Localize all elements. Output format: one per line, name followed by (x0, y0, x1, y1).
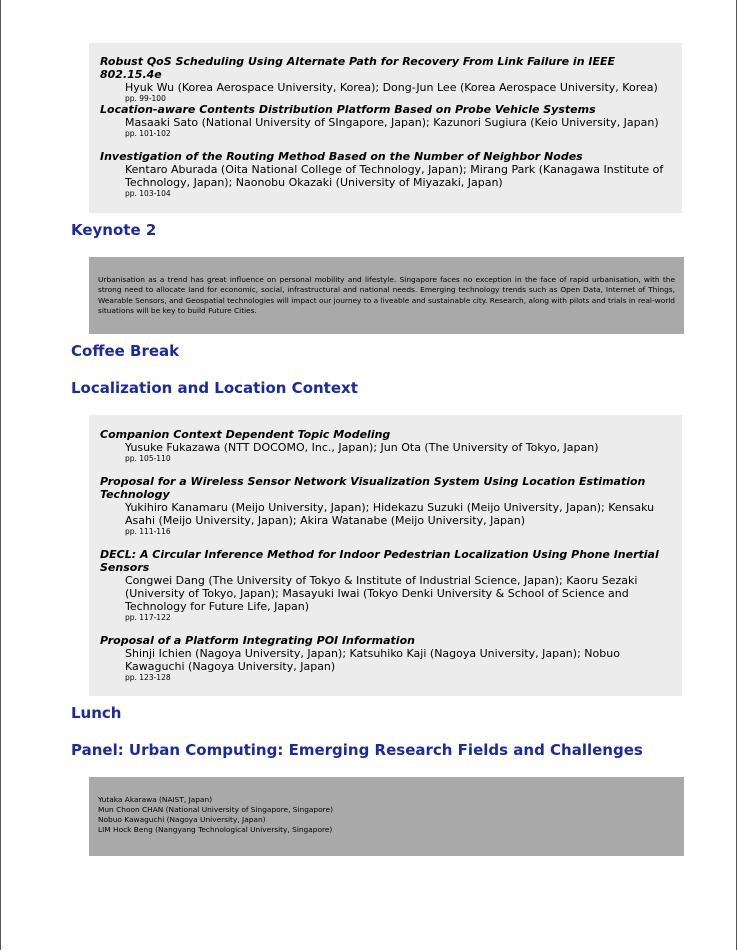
paper-title[interactable]: Investigation of the Routing Method Based on the Number of Neighbor Nodes (100, 150, 583, 163)
paper-title[interactable]: Proposal of a Platform Integrating POI Information (100, 634, 415, 647)
paper-title[interactable]: Robust QoS Scheduling Using Alternate Path for Recovery From Link Failure in IEEE 802.15.4e (100, 55, 615, 81)
panel-member: Yutaka Akarawa (NAIST, Japan) (98, 795, 213, 804)
session-heading: Localization and Location Context (71, 379, 358, 397)
paper-entry (100, 55, 674, 104)
paper-title[interactable]: DECL: A Circular Inference Method for Indoor Pedestrian Localization Using Phone Inertial Sensors (100, 548, 659, 574)
paper-authors: Hyuk Wu (Korea Aerospace University, Korea); Dong-Jun Lee (Korea Aerospace University, Korea) (125, 81, 658, 94)
lunch-heading: Lunch (71, 704, 122, 722)
paper-pages: pp. 105-110 (125, 454, 171, 463)
paper-entry (100, 634, 674, 683)
paper-authors: Yukihiro Kanamaru (Meijo University, Japan); Hidekazu Suzuki (Meijo University, Japan); Kensaku Asahi (Meijo University, Japan); Akira Watanabe (Meijo University, Japan) (125, 501, 655, 527)
keynote-abstract: Urbanisation as a trend has great influence on personal mobility and lifestyle. Singapore faces no exception in the face of rapid urbanisation, with the strong need to allocate land for economic, social, infrastructural and national needs. Emerging technology trends such as Open Data, Internet of Things, Wearable Sensors, and Geospatial technologies will impact our journey to a liveable and sustainable city. Research, along with pilots and trials in real-world situations will be key to build Future Cities. (98, 275, 675, 315)
paper-pages: pp. 101-102 (125, 129, 171, 138)
paper-entry (100, 103, 674, 139)
panel-member: Nobuo Kawaguchi (Nagoya University, Japan) (98, 815, 266, 824)
session-papers-box (89, 415, 682, 696)
panel-heading: Panel: Urban Computing: Emerging Research Fields and Challenges (71, 741, 643, 759)
paper-entry (100, 548, 674, 623)
paper-authors: Kentaro Aburada (Oita National College of Technology, Japan); Mirang Park (Kanagawa Institute of Technology, Japan); Naonobu Okazaki (University of Miyazaki, Japan) (125, 163, 664, 189)
coffee-break-heading: Coffee Break (71, 342, 180, 360)
paper-title[interactable]: Companion Context Dependent Topic Modeling (100, 428, 391, 441)
paper-pages: pp. 103-104 (125, 189, 171, 198)
paper-authors: Shinji Ichien (Nagoya University, Japan); Katsuhiko Kaji (Nagoya University, Japan); Nobuo Kawaguchi (Nagoya University, Japan) (125, 647, 620, 673)
panel-member: Mun Choon CHAN (National University of Singapore, Singapore) (98, 805, 333, 814)
paper-pages: pp. 117-122 (125, 613, 171, 622)
paper-entry (100, 150, 674, 199)
panel-members-box (89, 777, 684, 856)
paper-authors: Congwei Dang (The University of Tokyo & Institute of Industrial Science, Japan); Kaoru Sezaki (University of Tokyo, Japan); Masayuki Iwai (Tokyo Denki University & School of Science and Technology for Future Life, Japan) (125, 574, 638, 613)
paper-entry (100, 428, 674, 464)
paper-title[interactable]: Location-aware Contents Distribution Platform Based on Probe Vehicle Systems (100, 103, 596, 116)
panel-members-list (98, 795, 675, 835)
panel-member: LIM Hock Beng (Nangyang Technological University, Singapore) (98, 825, 333, 834)
session-papers-box (89, 43, 682, 213)
paper-authors: Masaaki Sato (National University of SIngapore, Japan); Kazunori Sugiura (Keio University, Japan) (125, 116, 659, 129)
paper-entry (100, 475, 674, 537)
paper-pages: pp. 111-116 (125, 527, 171, 536)
paper-authors: Yusuke Fukazawa (NTT DOCOMO, Inc., Japan); Jun Ota (The University of Tokyo, Japan) (125, 441, 599, 454)
paper-pages: pp. 123-128 (125, 673, 171, 682)
keynote-abstract-box (89, 257, 684, 334)
keynote-heading: Keynote 2 (71, 221, 157, 239)
paper-title[interactable]: Proposal for a Wireless Sensor Network Visualization System Using Location Estimation Technology (100, 475, 646, 501)
paper-pages: pp. 99-100 (125, 94, 166, 103)
